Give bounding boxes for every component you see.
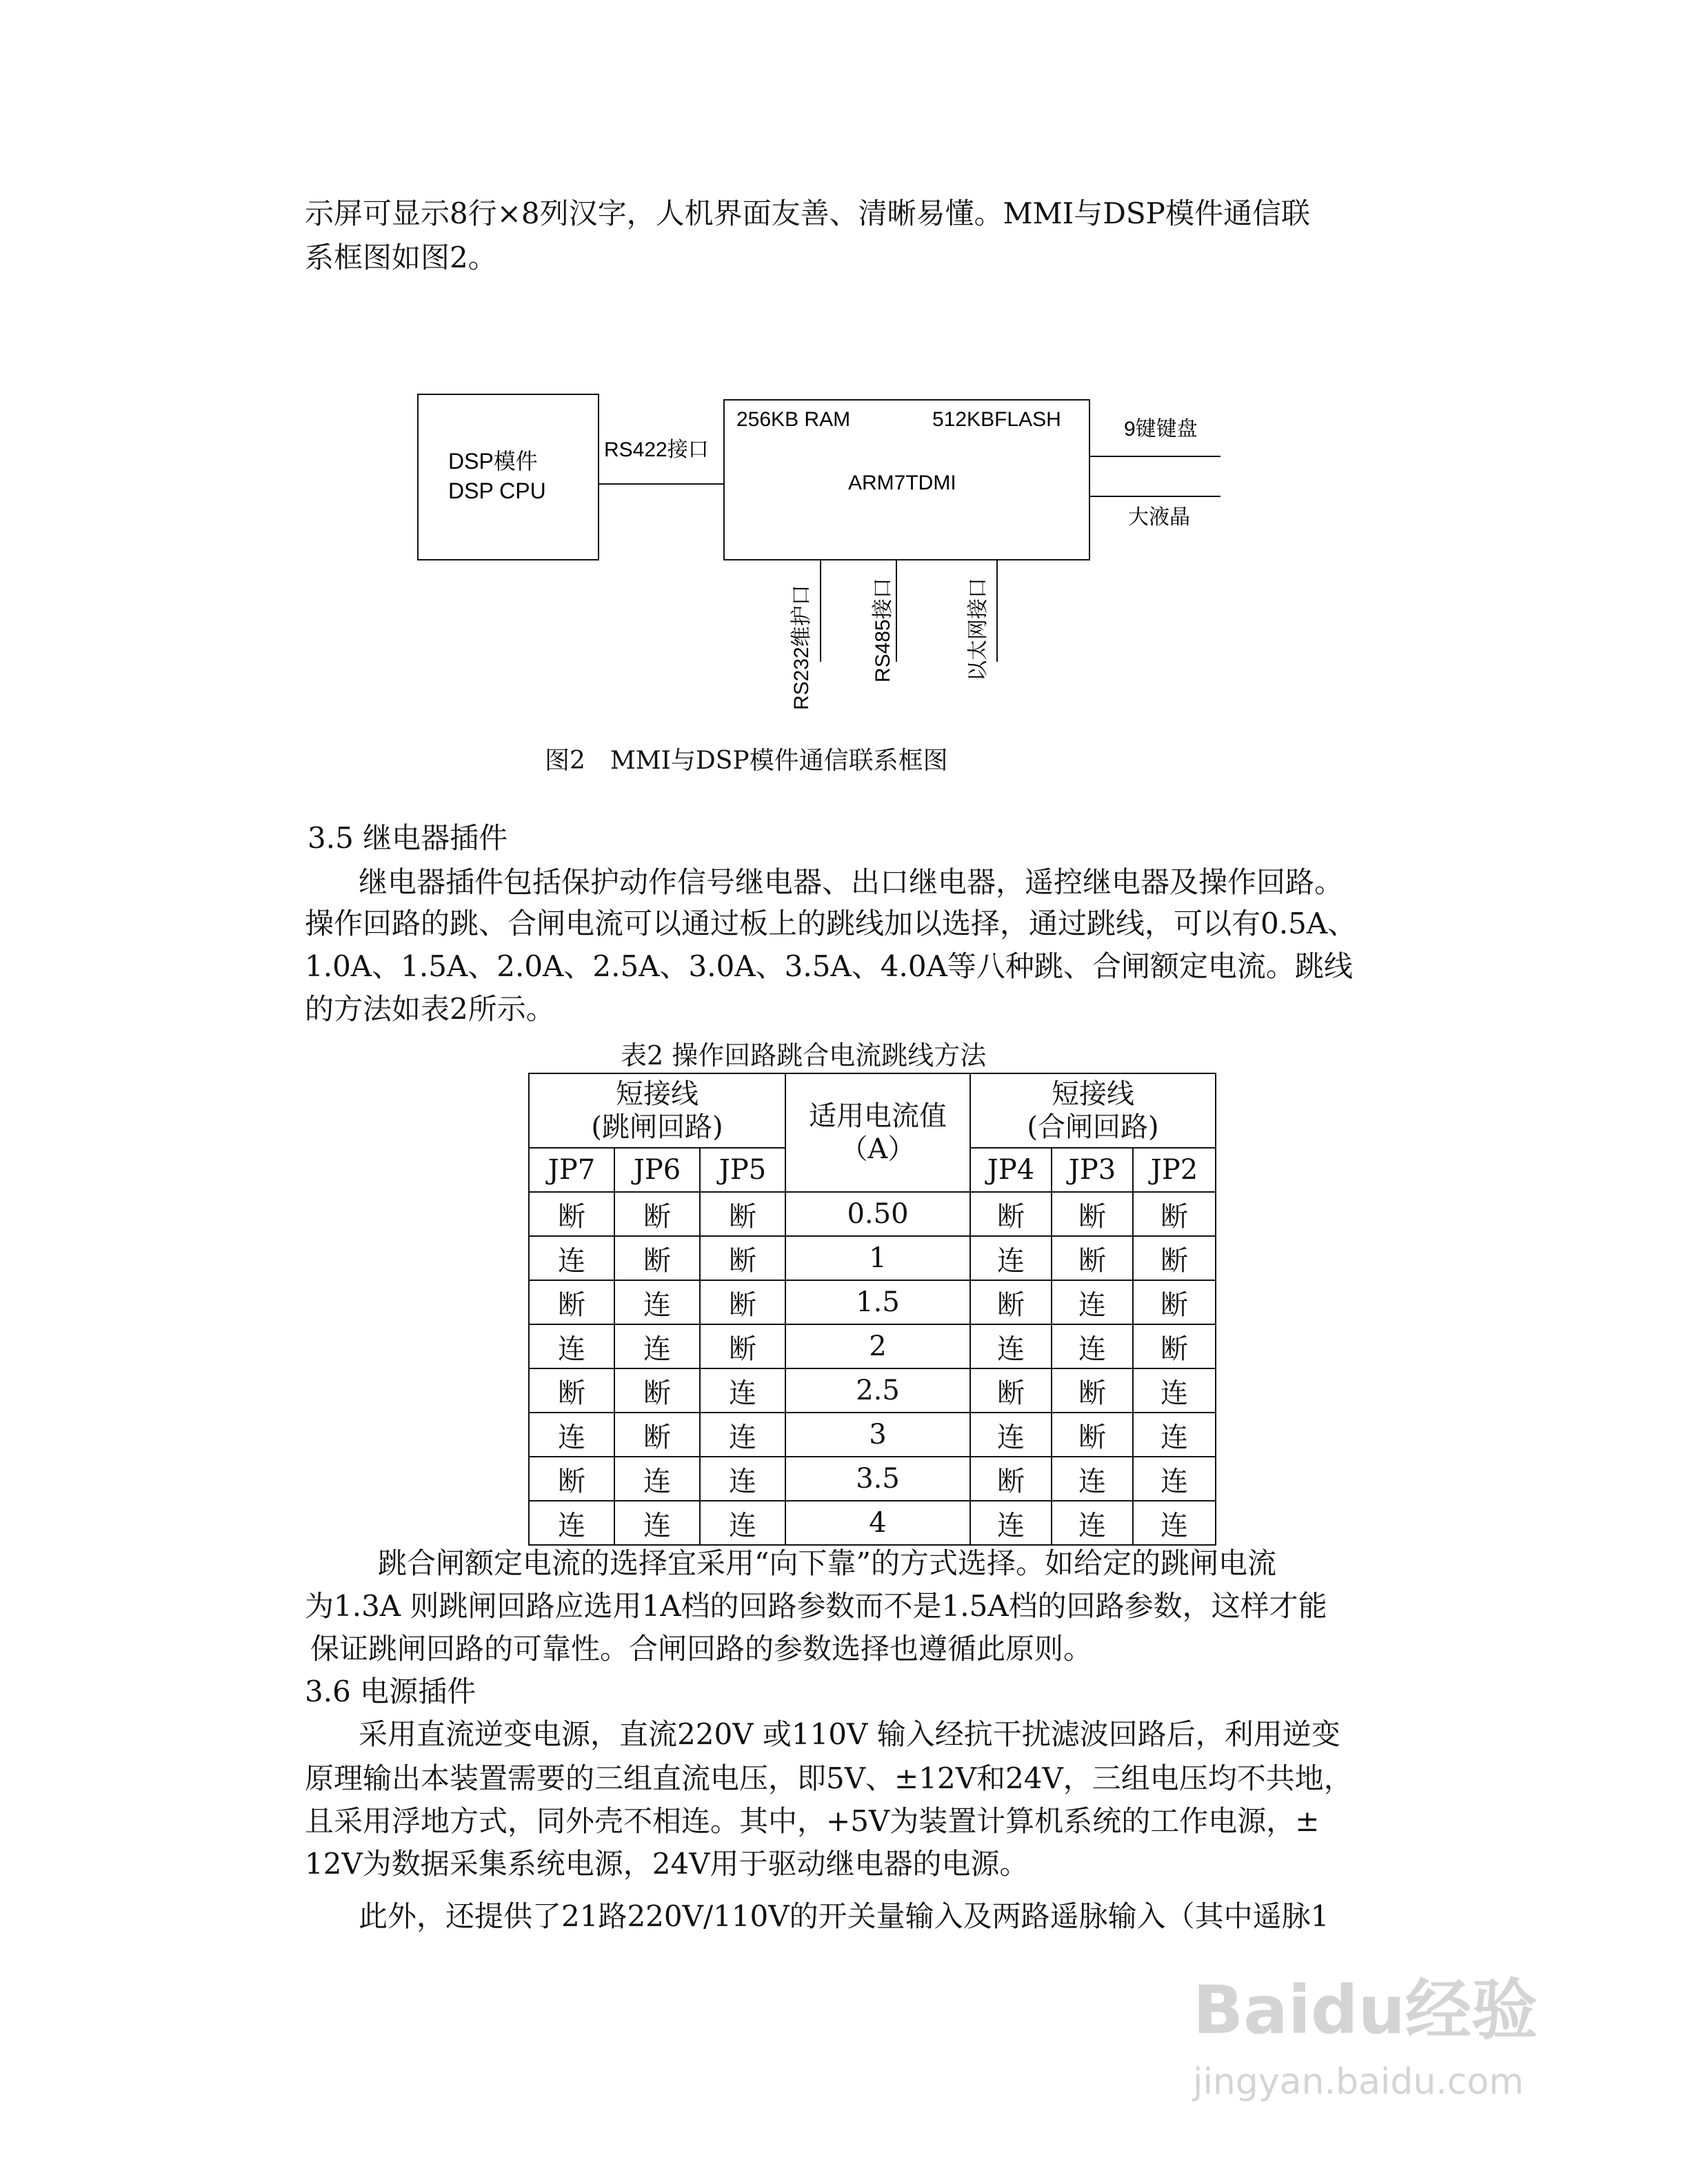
jumper-state-cell: 断 xyxy=(1133,1192,1216,1236)
jumper-state-cell: 断 xyxy=(700,1324,785,1368)
jumper-state-cell: 连 xyxy=(700,1413,785,1457)
trip-header xyxy=(529,1073,785,1148)
jumper-state-cell: 连 xyxy=(970,1501,1052,1545)
current-header-line-2: （A） xyxy=(840,1133,916,1165)
jumper-state-cell: 连 xyxy=(700,1368,785,1413)
jumper-state-cell: 断 xyxy=(700,1236,785,1280)
jumper-state-cell: 断 xyxy=(614,1368,700,1413)
section-36-p2: 原理输出本装置需要的三组直流电压，即5V、±12V和24V，三组电压均不共地， xyxy=(305,1761,1353,1795)
table-body xyxy=(529,1192,1216,1545)
jumper-state-cell: 断 xyxy=(614,1192,700,1236)
jumper-state-cell: 连 xyxy=(614,1501,700,1545)
jumper-state-cell: 连 xyxy=(614,1280,700,1324)
jumper-state-cell: 断 xyxy=(1052,1368,1133,1413)
table-row xyxy=(529,1368,1216,1413)
jumper-state-cell: 断 xyxy=(970,1280,1052,1324)
jumper-state-cell: 断 xyxy=(529,1368,614,1413)
jumper-state-cell: 连 xyxy=(1052,1324,1133,1368)
dsp-box xyxy=(418,394,599,560)
lcd-label: 大液晶 xyxy=(1128,506,1190,529)
jumper-state-cell: 连 xyxy=(700,1501,785,1545)
jumper-state-cell: 断 xyxy=(970,1192,1052,1236)
current-value-cell: 0.50 xyxy=(785,1192,970,1236)
jumper-table xyxy=(528,1073,1216,1546)
jumper-state-cell: 连 xyxy=(1052,1280,1133,1324)
jumper-state-cell: 断 xyxy=(1133,1280,1216,1324)
ethernet-label: 以太网接口 xyxy=(967,578,989,681)
section-36-heading: 3.6 电源插件 xyxy=(305,1675,476,1708)
jumper-state-cell: 连 xyxy=(529,1324,614,1368)
rs485-label: RS485接口 xyxy=(872,578,894,682)
jumper-state-cell: 连 xyxy=(1133,1457,1216,1501)
jumper-state-cell: 连 xyxy=(970,1413,1052,1457)
jumper-state-cell: 断 xyxy=(970,1457,1052,1501)
jumper-state-cell: 断 xyxy=(614,1413,700,1457)
rs232-label: RS232维护口 xyxy=(790,585,813,710)
table-title: 表2 操作回路跳合电流跳线方法 xyxy=(621,1040,987,1071)
current-value-cell: 1.5 xyxy=(785,1280,970,1324)
section-36-p5: 此外，还提供了21路220V/110V的开关量输入及两路遥脉输入（其中遥脉1 xyxy=(359,1899,1329,1933)
section-35-p2: 操作回路的跳、合闸电流可以通过板上的跳线加以选择，通过跳线，可以有0.5A、 xyxy=(305,907,1357,940)
close-header-line-1: 短接线 xyxy=(1052,1078,1134,1110)
current-header-line-1: 适用电流值 xyxy=(809,1100,947,1132)
section-35-p3: 1.0A、1.5A、2.0A、2.5A、3.0A、3.5A、4.0A等八种跳、合闸额定电流。跳线 xyxy=(305,949,1353,983)
dsp-label-1: DSP模件 xyxy=(448,449,538,474)
rs422-label: RS422接口 xyxy=(604,438,709,461)
jumper-state-cell: 断 xyxy=(1133,1236,1216,1280)
watermark-logo: Baidu经验 xyxy=(1193,1972,1538,2049)
jumper-state-cell: 连 xyxy=(1133,1501,1216,1545)
table-row xyxy=(529,1236,1216,1280)
jumper-state-cell: 断 xyxy=(1052,1413,1133,1457)
jumper-state-cell: 连 xyxy=(970,1236,1052,1280)
section-36-p1: 采用直流逆变电源，直流220V 或110V 输入经抗干扰滤波回路后，利用逆变 xyxy=(359,1717,1340,1751)
trip-header-line-2: (跳闸回路) xyxy=(591,1111,723,1143)
table-row xyxy=(529,1192,1216,1236)
col-header-jp4: JP4 xyxy=(970,1148,1052,1192)
jumper-state-cell: 断 xyxy=(529,1192,614,1236)
current-value-cell: 3.5 xyxy=(785,1457,970,1501)
jumper-state-cell: 连 xyxy=(529,1236,614,1280)
jumper-state-cell: 断 xyxy=(1052,1236,1133,1280)
jumper-state-cell: 连 xyxy=(1133,1413,1216,1457)
jumper-state-cell: 断 xyxy=(1052,1192,1133,1236)
trip-header-line-1: 短接线 xyxy=(616,1078,699,1110)
intro-line-2: 系框图如图2。 xyxy=(305,241,497,274)
col-header-jp6: JP6 xyxy=(614,1148,700,1192)
close-header-line-2: (合闸回路) xyxy=(1027,1111,1159,1143)
jumper-state-cell: 连 xyxy=(1052,1457,1133,1501)
figure-caption: 图2 MMI与DSP模件通信联系框图 xyxy=(545,747,948,775)
section-35-heading: 3.5 继电器插件 xyxy=(308,821,508,855)
table-row xyxy=(529,1280,1216,1324)
table-row xyxy=(529,1413,1216,1457)
col-header-jp7: JP7 xyxy=(529,1148,614,1192)
section-36-p3: 且采用浮地方式，同外壳不相连。其中，+5V为装置计算机系统的工作电源，± xyxy=(305,1804,1320,1838)
section-35-p1: 继电器插件包括保护动作信号继电器、出口继电器，遥控继电器及操作回路。 xyxy=(359,865,1344,899)
block-diagram xyxy=(407,386,1234,717)
jumper-state-cell: 断 xyxy=(529,1280,614,1324)
current-value-cell: 3 xyxy=(785,1413,970,1457)
jumper-state-cell: 断 xyxy=(970,1368,1052,1413)
jumper-state-cell: 连 xyxy=(970,1324,1052,1368)
jumper-state-cell: 连 xyxy=(1133,1368,1216,1413)
jumper-state-cell: 断 xyxy=(700,1192,785,1236)
jumper-state-cell: 断 xyxy=(614,1236,700,1280)
jumper-state-cell: 连 xyxy=(1052,1501,1133,1545)
intro-line-1: 示屏可显示8行×8列汉字，人机界面友善、清晰易懂。MMI与DSP模件通信联 xyxy=(305,196,1310,230)
current-header xyxy=(785,1073,970,1192)
jumper-state-cell: 连 xyxy=(529,1501,614,1545)
watermark-url: jingyan.baidu.com xyxy=(1193,2061,1524,2103)
section-35-p4: 的方法如表2所示。 xyxy=(305,992,555,1026)
after-table-l2: 为1.3A 则跳闸回路应选用1A档的回路参数而不是1.5A档的回路参数，这样才能 xyxy=(305,1589,1327,1623)
dsp-label-2: DSP CPU xyxy=(448,478,546,503)
keyboard-label: 9键键盘 xyxy=(1124,418,1198,441)
current-value-cell: 2.5 xyxy=(785,1368,970,1413)
ram-label: 256KB RAM xyxy=(736,408,851,431)
current-value-cell: 2 xyxy=(785,1324,970,1368)
jumper-state-cell: 连 xyxy=(700,1457,785,1501)
jumper-state-cell: 断 xyxy=(700,1280,785,1324)
section-36-p4: 12V为数据采集系统电源，24V用于驱动继电器的电源。 xyxy=(305,1847,1029,1881)
table-row xyxy=(529,1324,1216,1368)
current-value-cell: 4 xyxy=(785,1501,970,1545)
flash-label: 512KBFLASH xyxy=(932,408,1061,431)
jumper-state-cell: 连 xyxy=(614,1457,700,1501)
jumper-state-cell: 连 xyxy=(614,1324,700,1368)
close-header xyxy=(970,1073,1216,1148)
table-row xyxy=(529,1457,1216,1501)
table-row xyxy=(529,1501,1216,1545)
col-header-jp3: JP3 xyxy=(1052,1148,1133,1192)
after-table-l1: 跳合闸额定电流的选择宜采用“向下靠”的方式选择。如给定的跳闸电流 xyxy=(378,1546,1276,1580)
cpu-label: ARM7TDMI xyxy=(848,472,956,494)
col-header-jp2: JP2 xyxy=(1133,1148,1216,1192)
current-value-cell: 1 xyxy=(785,1236,970,1280)
jumper-state-cell: 连 xyxy=(529,1413,614,1457)
col-header-jp5: JP5 xyxy=(700,1148,785,1192)
after-table-l3: 保证跳闸回路的可靠性。合闸回路的参数选择也遵循此原则。 xyxy=(310,1632,1093,1666)
jumper-state-cell: 断 xyxy=(1133,1324,1216,1368)
jumper-state-cell: 断 xyxy=(529,1457,614,1501)
